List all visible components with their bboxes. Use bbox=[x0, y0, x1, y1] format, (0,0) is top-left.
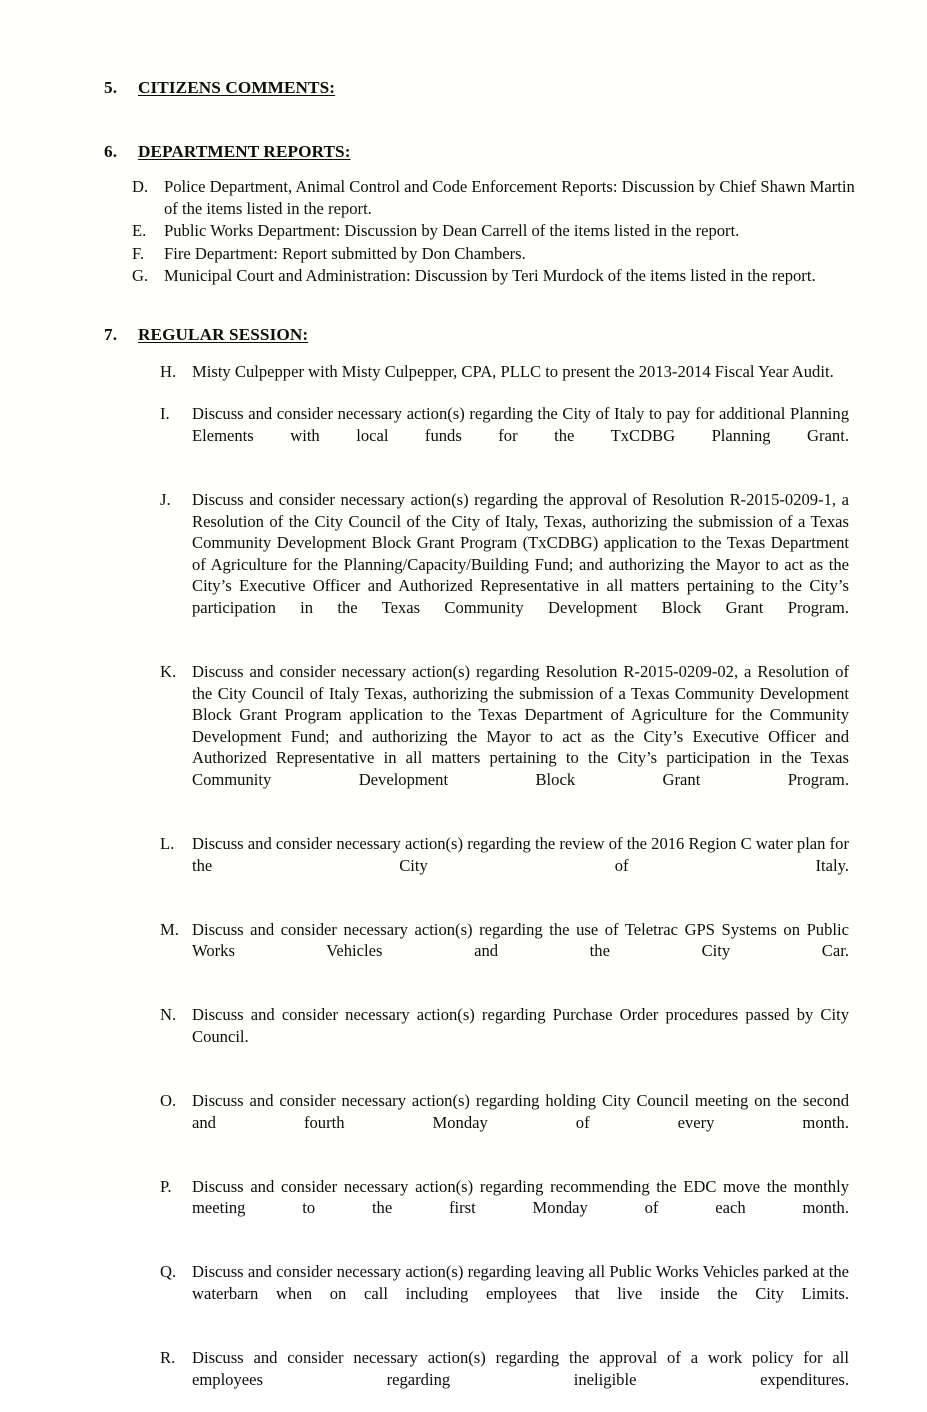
list-item bbox=[160, 661, 849, 812]
item-text: Discuss and consider necessary action(s) regarding the approval of a work policy for all employees regarding ineligible expenditures. bbox=[192, 1348, 849, 1389]
item-letter: E. bbox=[132, 221, 147, 241]
item-text: Police Department, Animal Control and Code Enforcement Reports: Discussion by Chief Shawn Martin of the items listed in the report. bbox=[164, 177, 855, 218]
item-letter: F. bbox=[132, 243, 145, 263]
item-text: Discuss and consider necessary action(s) regarding the approval of Resolution R-2015-0209-1, a Resolution of the City Council of the City of Italy, Texas, authorizing the submission of a Texas Community Development Block Grant Program (TxCDBG) application to the Texas Department of Agriculture for the Planning/Capacity/Building Fund; and authorizing the Mayor to act as the City’s Executive Officer and Authorized Representative in all matters pertaining to the City’s participation in the Texas Community Development Block Grant Program. bbox=[192, 490, 849, 617]
list-item bbox=[160, 1090, 849, 1155]
section-number: 6. bbox=[104, 142, 118, 161]
item-letter: K. bbox=[160, 662, 177, 681]
list-item bbox=[160, 361, 849, 383]
item-text: Municipal Court and Administration: Discussion by Teri Murdock of the items listed in the report. bbox=[164, 266, 816, 286]
item-text: Discuss and consider necessary action(s) regarding the City of Italy to pay for additional Planning Elements with local funds for the TxCDBG Planning Grant. bbox=[192, 404, 849, 445]
list-item bbox=[132, 176, 855, 219]
item-text: Discuss and consider necessary action(s) regarding Resolution R-2015-0209-02, a Resolution of the City Council of Italy Texas, authorizing the submission of a Texas Community Development Block Grant Program application to the Texas Department of Agriculture for the Community Development Fund; and authorizing the Mayor to act as the City’s Executive Officer and Authorized Representative in all matters pertaining to the City’s participation in the Texas Community Development Block Grant Program. bbox=[192, 662, 849, 789]
item-text: Discuss and consider necessary action(s) regarding Purchase Order procedures passed by City Council. bbox=[192, 1005, 849, 1046]
list-item bbox=[160, 833, 849, 898]
list-item bbox=[132, 220, 855, 242]
section-heading-citizens-comments bbox=[104, 78, 855, 98]
item-letter: H. bbox=[160, 361, 177, 381]
list-item bbox=[160, 489, 849, 640]
item-letter: D. bbox=[132, 177, 149, 196]
item-letter: O. bbox=[160, 1091, 177, 1110]
item-letter: Q. bbox=[160, 1262, 177, 1282]
item-text: Misty Culpepper with Misty Culpepper, CPA, PLLC to present the 2013-2014 Fiscal Year Audit. bbox=[192, 361, 834, 381]
list-item bbox=[132, 243, 855, 265]
item-letter: L. bbox=[160, 833, 175, 853]
list-item bbox=[160, 403, 849, 468]
list-item bbox=[132, 265, 855, 287]
list-item bbox=[160, 1004, 849, 1069]
item-text: Fire Department: Report submitted by Don Chambers. bbox=[164, 243, 526, 263]
list-item bbox=[160, 919, 849, 984]
list-item bbox=[160, 1176, 849, 1241]
department-reports-list bbox=[104, 176, 855, 287]
section-number: 7. bbox=[104, 324, 118, 344]
section-title: REGULAR SESSION: bbox=[138, 324, 309, 344]
section-title: CITIZENS COMMENTS: bbox=[138, 78, 336, 97]
list-item bbox=[160, 1261, 849, 1326]
item-text: Public Works Department: Discussion by Dean Carrell of the items listed in the report. bbox=[164, 221, 740, 241]
item-text: Discuss and consider necessary action(s) regarding recommending the EDC move the monthly meeting to the first Monday of each month. bbox=[192, 1176, 849, 1218]
section-number: 5. bbox=[104, 78, 118, 97]
item-letter: R. bbox=[160, 1348, 176, 1368]
item-letter: P. bbox=[160, 1176, 172, 1196]
section-title: DEPARTMENT REPORTS: bbox=[138, 142, 351, 161]
item-text: Discuss and consider necessary action(s) regarding the use of Teletrac GPS Systems on Public Works Vehicles and the City Car. bbox=[192, 919, 849, 961]
item-letter: I. bbox=[160, 404, 170, 424]
list-item bbox=[160, 1347, 849, 1412]
section-heading-department-reports bbox=[104, 142, 855, 162]
item-text: Discuss and consider necessary action(s) regarding leaving all Public Works Vehicles parked at the waterbarn when on call including employees that live inside the City Limits. bbox=[192, 1262, 849, 1303]
item-text: Discuss and consider necessary action(s) regarding holding City Council meeting on the second and fourth Monday of every month. bbox=[192, 1091, 849, 1132]
section-heading-regular-session bbox=[104, 325, 855, 345]
item-letter: G. bbox=[132, 266, 149, 286]
regular-session-list bbox=[104, 361, 855, 1412]
item-letter: N. bbox=[160, 1005, 177, 1025]
item-text: Discuss and consider necessary action(s) regarding the review of the 2016 Region C water plan for the City of Italy. bbox=[192, 833, 849, 875]
item-letter: M. bbox=[160, 919, 179, 939]
item-letter: J. bbox=[160, 490, 171, 510]
